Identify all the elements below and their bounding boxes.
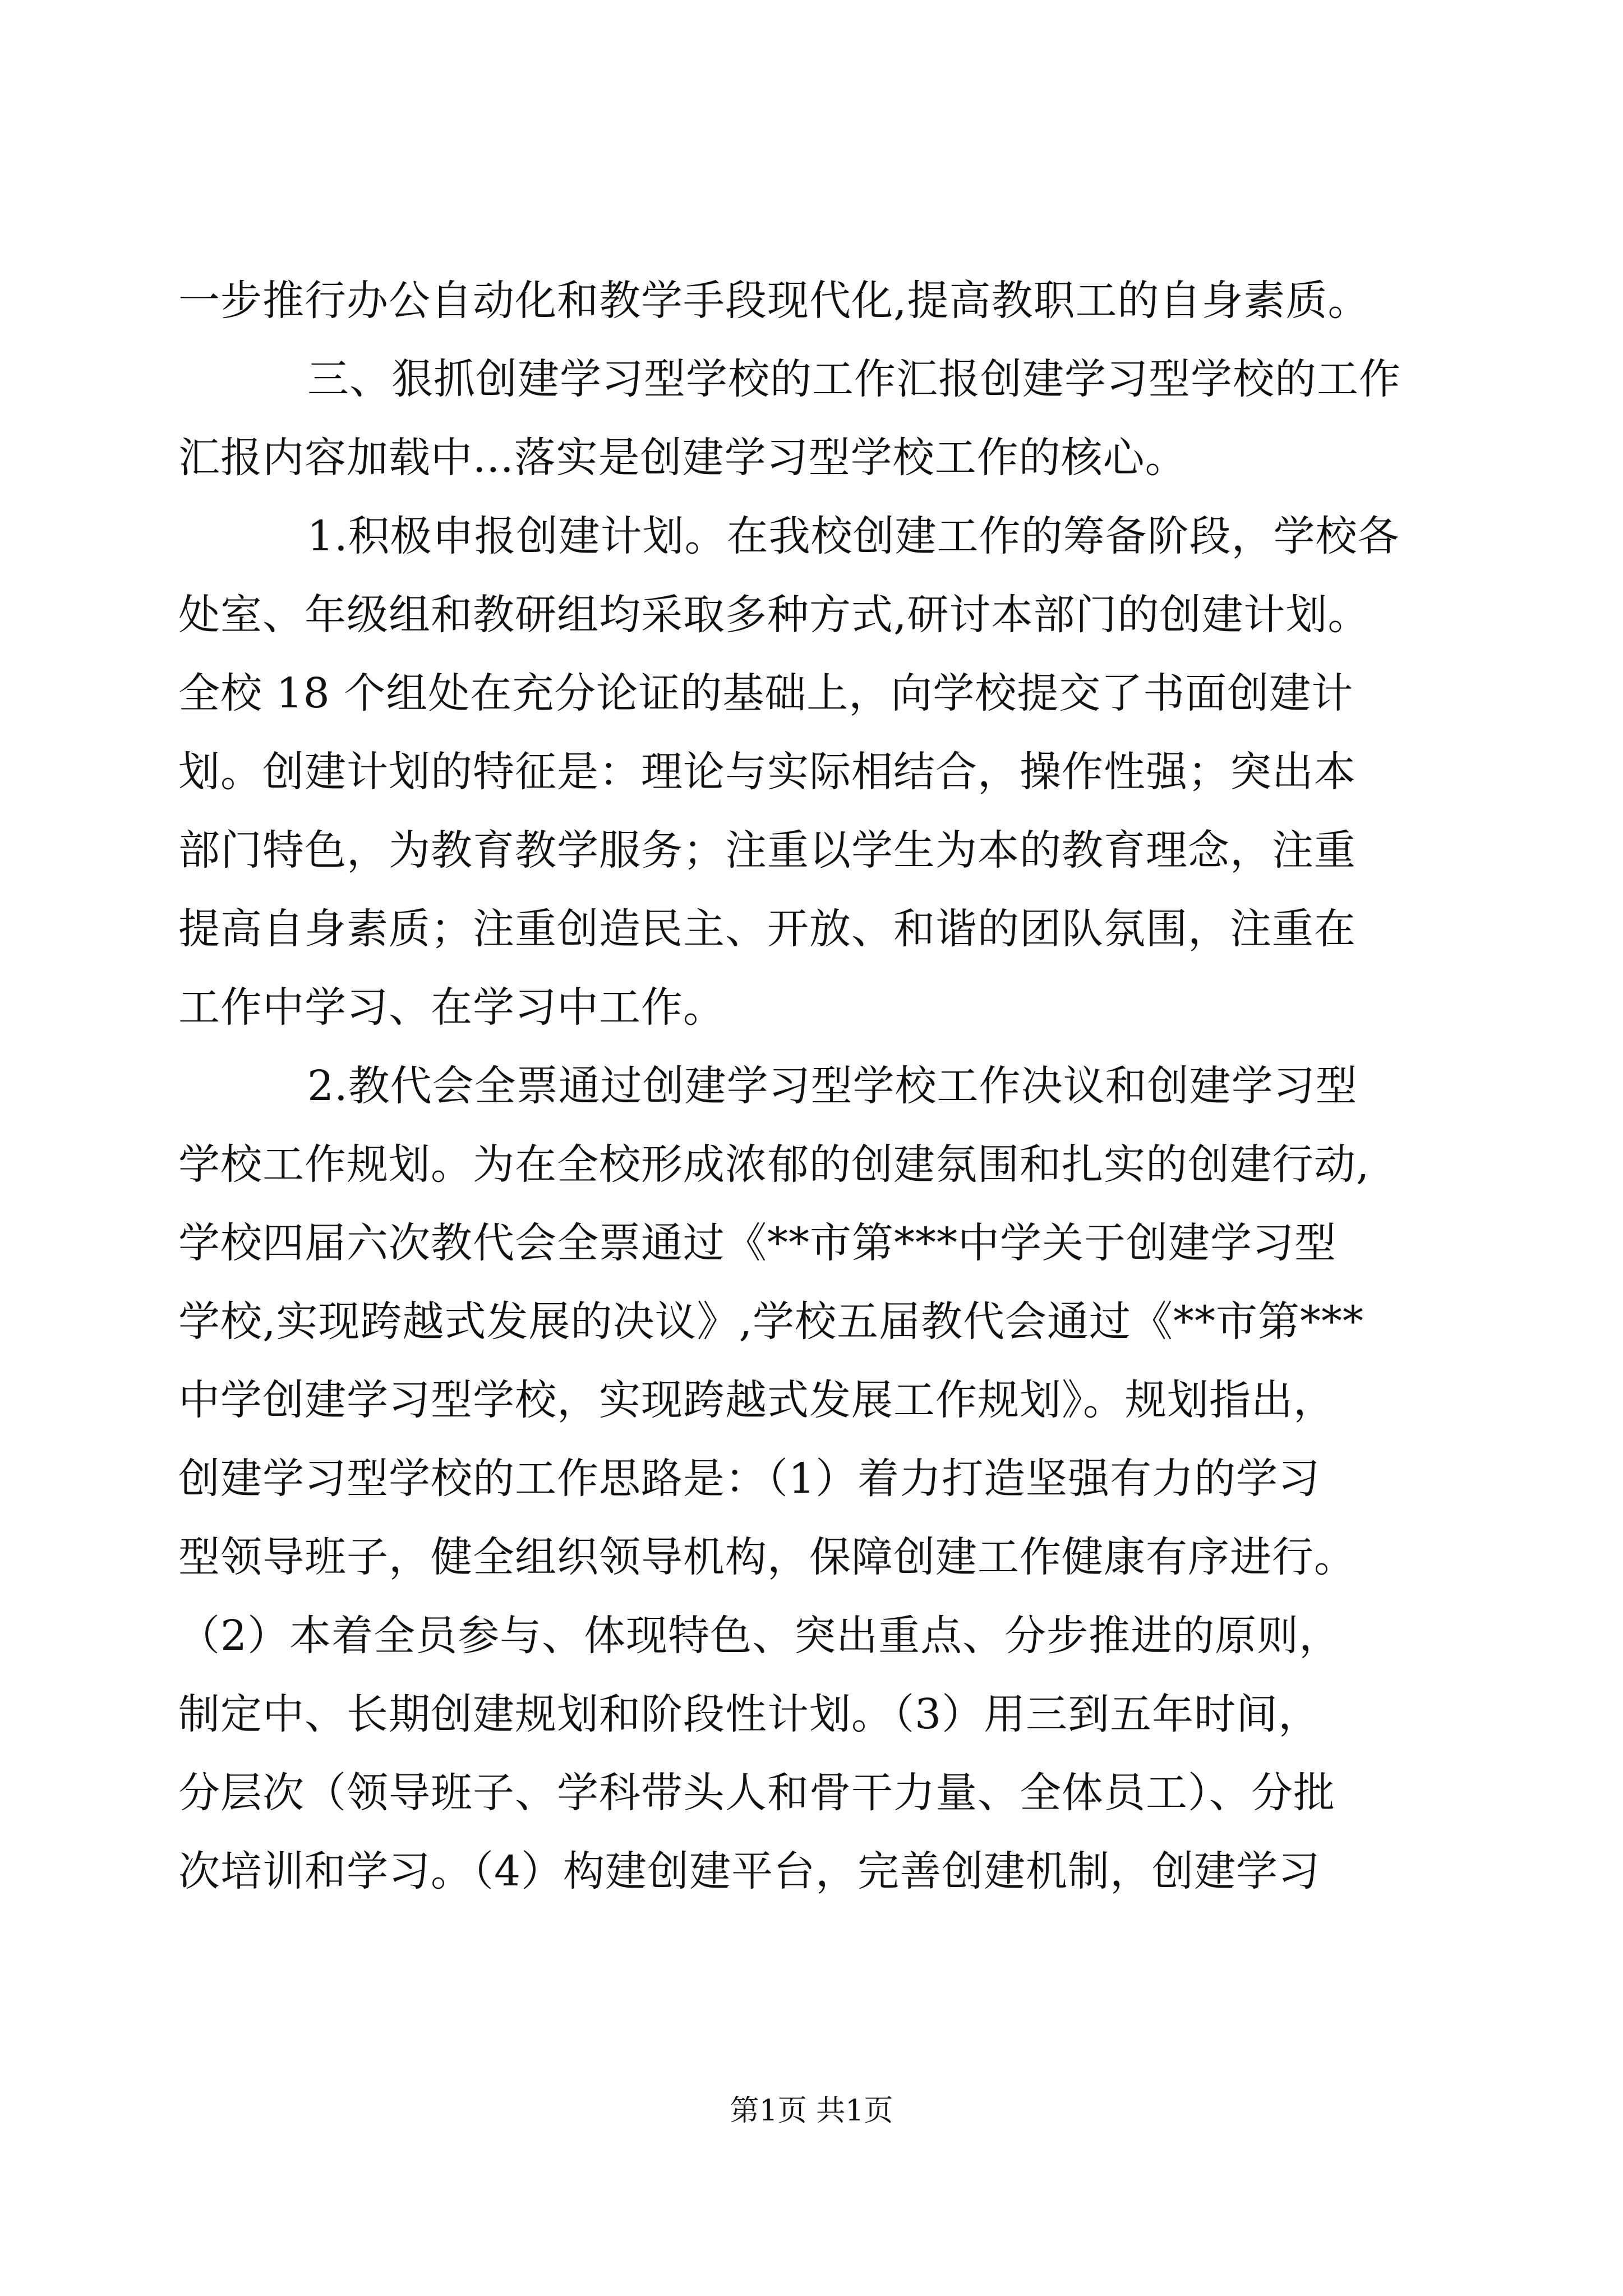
paragraph-start-line: 2.教代会全票通过创建学习型学校工作决议和创建学习型 — [307, 1062, 1358, 1110]
text-line: 制定中、长期创建规划和阶段性计划。（3）用三到五年时间， — [178, 1690, 1321, 1738]
text-line: 中学创建学习型学校，实现跨越式发展工作规划》。规划指出， — [178, 1376, 1335, 1424]
text-line: 学校四届六次教代会全票通过《**市第***中学关于创建学习型 — [178, 1219, 1336, 1267]
text-line: （2）本着全员参与、体现特色、突出重点、分步推进的原则， — [178, 1612, 1341, 1660]
text-line: 工作中学习、在学习中工作。 — [178, 983, 725, 1032]
text-line: 处室、年级组和教研组均采取多种方式,研讨本部门的创建计划。 — [178, 591, 1370, 639]
text-line: 次培训和学习。（4）构建创建平台，完善创建机制，创建学习 — [178, 1847, 1321, 1895]
page-number-footer: 第1页 共1页 — [730, 2094, 893, 2128]
text-line: 创建学习型学校的工作思路是：（1）着力打造坚强有力的学习 — [178, 1455, 1321, 1503]
text-line: 划。创建计划的特征是：理论与实际相结合，操作性强；突出本 — [178, 748, 1356, 796]
text-line: 汇报内容加载中...落实是创建学习型学校工作的核心。 — [178, 434, 1187, 482]
document-body — [178, 261, 1450, 1911]
text-line: 部门特色，为教育教学服务；注重以学生为本的教育理念，注重 — [178, 826, 1356, 875]
text-line: 全校 18 个组处在充分论证的基础上，向学校提交了书面创建计 — [178, 669, 1354, 717]
section-heading-line: 三、狠抓创建学习型学校的工作汇报创建学习型学校的工作 — [307, 355, 1401, 403]
text-line: 分层次（领导班子、学科带头人和骨干力量、全体员工）、分批 — [178, 1769, 1335, 1817]
paragraph-start-line: 1.积极申报创建计划。在我校创建工作的筹备阶段，学校各 — [307, 512, 1400, 560]
text-line: 学校,实现跨越式发展的决议》,学校五届教代会通过《**市第*** — [178, 1297, 1364, 1346]
text-line: 一步推行办公自动化和教学手段现代化,提高教职工的自身素质。 — [178, 277, 1370, 325]
text-line: 提高自身素质；注重创造民主、开放、和谐的团队氛围，注重在 — [178, 905, 1356, 953]
text-line: 学校工作规划。为在全校形成浓郁的创建氛围和扎实的创建行动, — [178, 1140, 1370, 1189]
text-line: 型领导班子，健全组织领导机构，保障创建工作健康有序进行。 — [178, 1533, 1356, 1581]
